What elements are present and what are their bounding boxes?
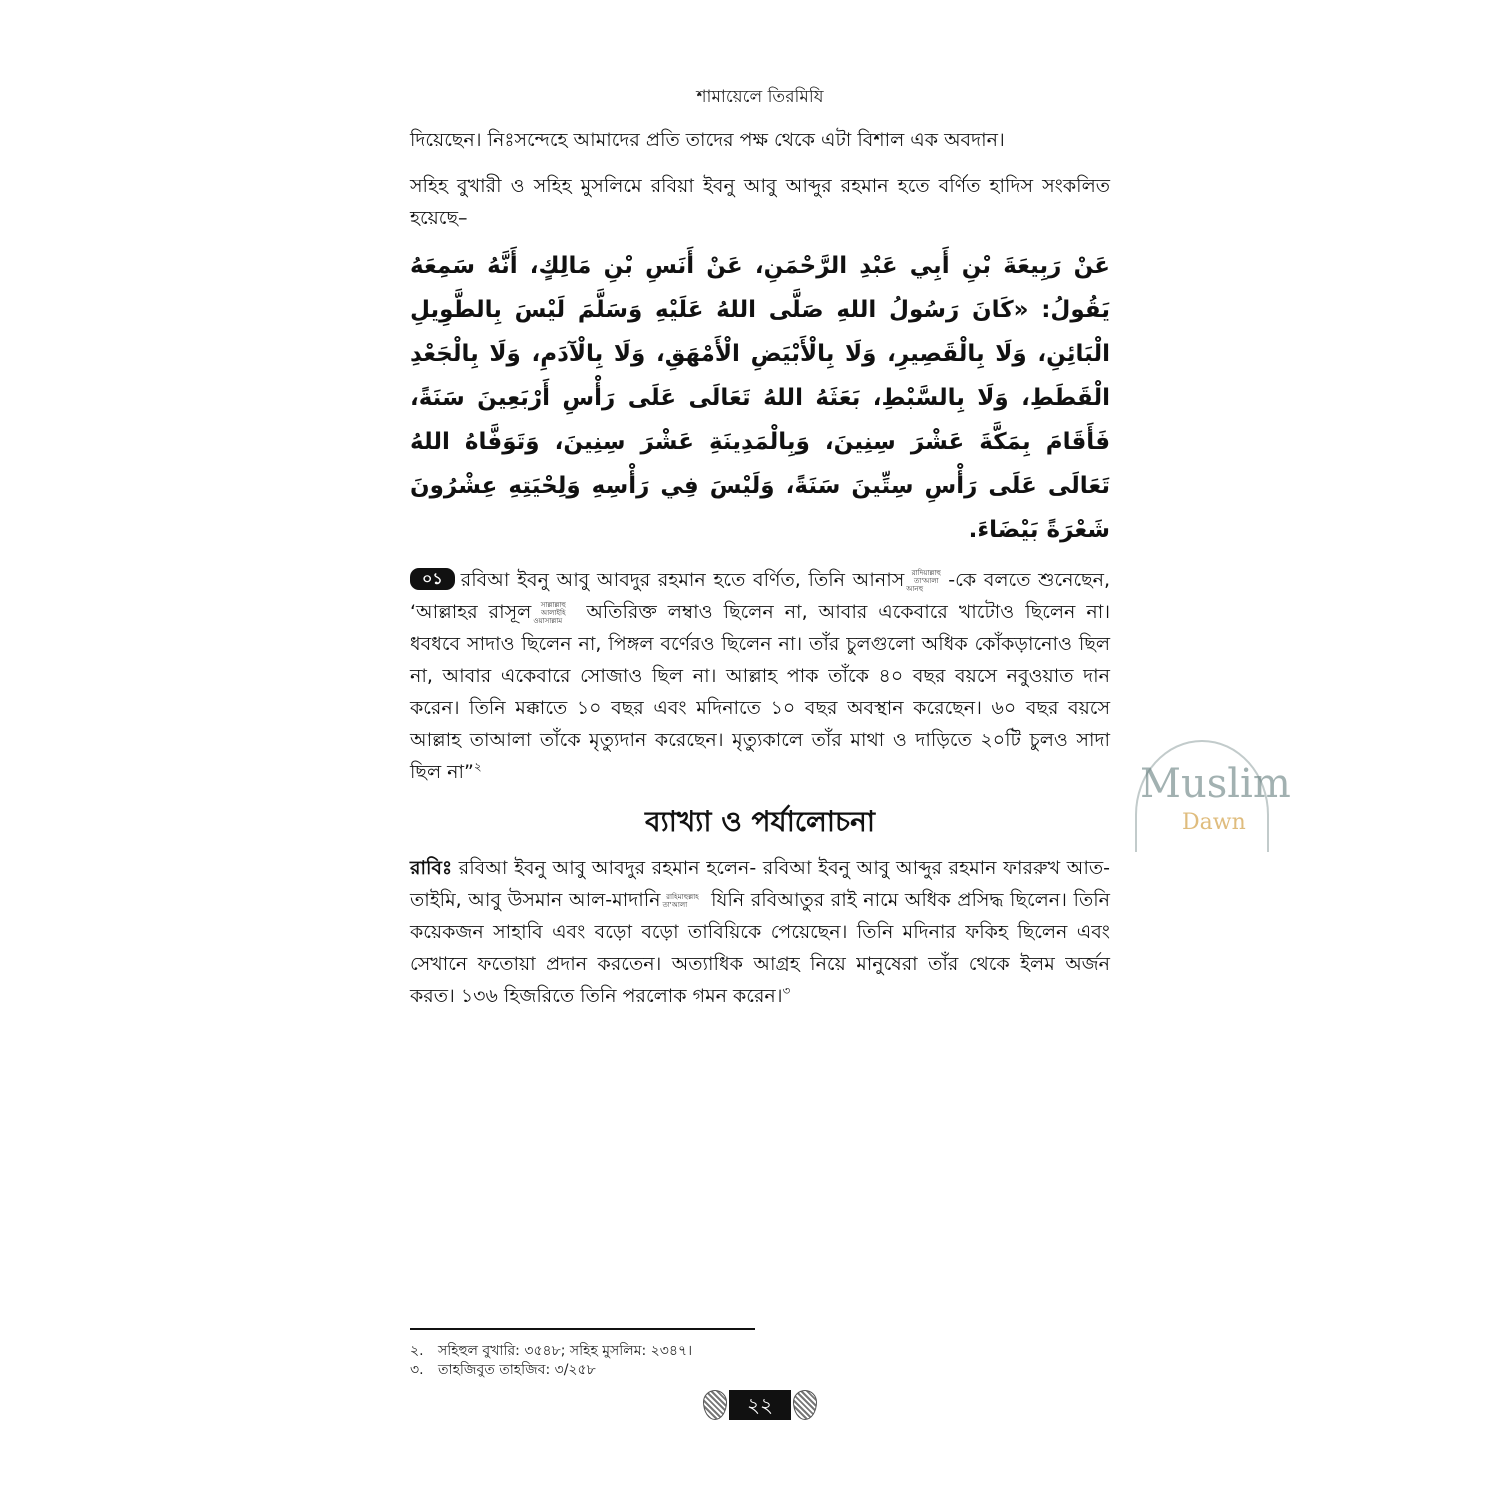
source-paragraph: সহিহ বুখারী ও সহিহ মুসলিমে রবিয়া ইবনু আবু আব্দুর রহমান হতে বর্ণিত হাদিস সংকলিত হয়েছে– — [410, 175, 1110, 229]
honorific-prophet-icon: সাল্লাল্লাহু আলাইহি ওয়াসাল্লাম — [533, 600, 566, 625]
watermark-arch-icon — [1135, 740, 1269, 852]
running-head: শামায়েলে তিরমিযি — [696, 87, 824, 107]
footnote-ref[interactable]: ২ — [473, 759, 482, 774]
footnote-number: ৩. — [410, 1362, 424, 1378]
commentary-label: রাবিঃ — [410, 857, 453, 879]
footnote-ref[interactable]: ৩ — [782, 983, 791, 998]
footnote-item — [410, 1342, 1110, 1361]
commentary-part2: যিনি রবিআতুর রাই নামে অধিক প্রসিদ্ধ ছিলেন। তিনি কয়েকজন সাহাবি এবং বড়ো বড়ো তাবিয়িকে পেয়েছেন। তিনি মদিনার ফকিহ ছিলেন এবং সেখানে ফতোয়া প্রদান করতেন। অত্যাধিক আগ্রহ নিয়ে মানুষেরা তাঁর থেকে ইলম অর্জন করত। ১৩৬ হিজরিতে তিনি পরলোক গমন করেন। — [410, 889, 1110, 1007]
footnote-text: তাহজিবুত তাহজিব: ৩/২৫৮ — [438, 1362, 596, 1378]
honorific-rahimahullah-icon: রাহিমাহুল্লাহ তা'আলা — [662, 892, 699, 909]
hadith-text-part2: -কে বলতে শুনেছেন, ‘আল্লাহর রাসূল — [410, 569, 1111, 623]
footnote-number: ২. — [410, 1343, 424, 1359]
section-title: ব্যাখ্যা ও পর্যালোচনা — [645, 805, 875, 838]
footnote-text: সহিহুল বুখারি: ৩৫৪৮; সহিহ মুসলিম: ২৩৪৭। — [438, 1343, 693, 1359]
footnote-divider — [410, 1328, 755, 1330]
arabic-hadith-text: عَنْ رَبِيعَةَ بْنِ أَبِي عَبْدِ الرَّحْمَنِ، عَنْ أَنَسِ بْنِ مَالِكٍ، أَنَّهُ سَمِعَهُ يَقُولُ: «كَانَ رَسُولُ اللهِ صَلَّى اللهُ عَلَيْهِ وَسَلَّمَ لَيْسَ بِالطَّوِيلِ الْبَائِنِ، وَلَا بِالْقَصِيرِ، وَلَا بِالْأَبْيَضِ الْأَمْهَقِ، وَلَا بِالْآدَمِ، وَلَا بِالْجَعْدِ الْقَطَطِ، وَلَا بِالسَّبْطِ، بَعَثَهُ اللهُ تَعَالَى عَلَى رَأْسِ أَرْبَعِينَ سَنَةً، فَأَقَامَ بِمَكَّةَ عَشْرَ سِنِينَ، وَبِالْمَدِينَةِ عَشْرَ سِنِينَ، وَتَوَفَّاهُ اللهُ تَعَالَى عَلَى رَأْسِ سِتِّينَ سَنَةً، وَلَيْسَ فِي رَأْسِهِ وَلِحْيَتِهِ عِشْرُونَ شَعْرَةً بَيْضَاءَ. — [410, 253, 1110, 543]
page-number: ২২ — [729, 1390, 791, 1420]
page-number-folio — [410, 1390, 1110, 1420]
book-page — [410, 0, 1110, 1512]
ornament-right-icon — [793, 1390, 817, 1420]
hadith-text-part1: রবিআ ইবনু আবু আবদুর রহমান হতে বর্ণিত, তিনি আনাস — [460, 569, 905, 591]
hadith-translation — [410, 564, 1110, 788]
footnotes — [410, 1342, 1110, 1380]
commentary-paragraph — [410, 852, 1110, 1012]
footnote-item — [410, 1361, 1110, 1380]
hadith-number-badge: ০১ — [410, 568, 455, 590]
ornament-left-icon — [703, 1390, 727, 1420]
commentary-part1: রবিআ ইবনু আবু আবদুর রহমান হলেন- রবিআ ইবনু আবু আব্দুর রহমান ফাররুখ আত-তাইমি, আবু উসমান আল-মাদানি — [410, 857, 1110, 911]
hadith-text-part3: অতিরিক্ত লম্বাও ছিলেন না, আবার একেবারে খাটোও ছিলেন না। ধবধবে সাদাও ছিলেন না, পিঙ্গল বর্ণেরও ছিলেন না। তাঁর চুলগুলো অধিক কোঁকড়ানোও ছিল না, আবার একেবারে সোজাও ছিল না। আল্লাহ পাক তাঁকে ৪০ বছর বয়সে নবুওয়াত দান করেন। তিনি মক্কাতে ১০ বছর এবং মদিনাতে ১০ বছর অবস্থান করেছেন। ৬০ বছর বয়সে আল্লাহ তাআলা তাঁকে মৃত্যুদান করেছেন। মৃত্যুকালে তাঁর মাথা ও দাড়িতে ২০টি চুলও সাদা ছিল না” — [410, 601, 1110, 783]
watermark-text: Muslim — [1140, 761, 1291, 807]
honorific-anas-icon: রাদিয়াল্লাহু তা'আলা আনহু — [906, 568, 941, 593]
watermark-logo — [1130, 740, 1291, 860]
intro-paragraph: দিয়েছেন। নিঃসন্দেহে আমাদের প্রতি তাদের পক্ষ থেকে এটা বিশাল এক অবদান। — [410, 129, 1005, 151]
watermark-subtext: Dawn — [1182, 810, 1246, 835]
page-footer — [410, 1328, 1110, 1512]
